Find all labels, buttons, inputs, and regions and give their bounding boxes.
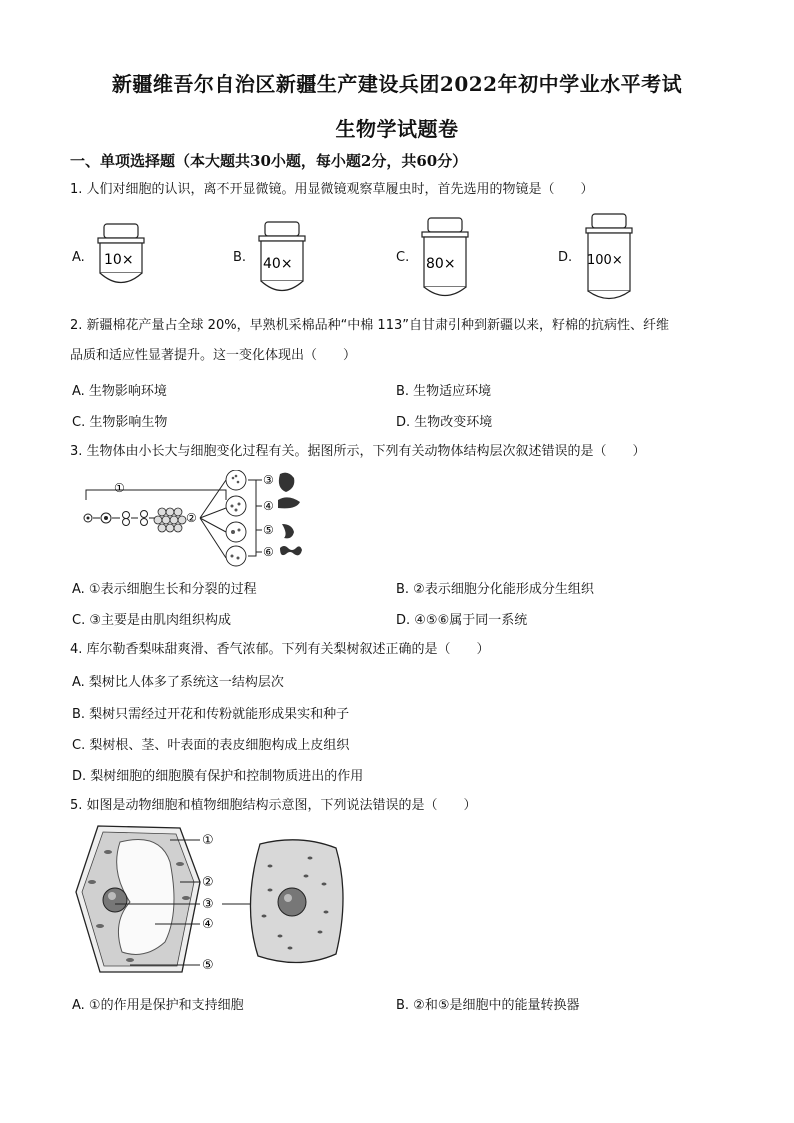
label-5: ⑤ (263, 523, 274, 537)
label-3: ③ (263, 473, 274, 487)
exam-title: 新疆维吾尔自治区新疆生产建设兵团2022年初中学业水平考试 (111, 72, 683, 96)
animal-cell-icon (240, 836, 350, 972)
section-heading: 一、单项选择题（本大题共30小题，每小题2分，共60分） (70, 152, 468, 170)
label-mito-5: ⑤ (202, 958, 214, 973)
q5-option-a: A. ①的作用是保护和支持细胞 (72, 998, 244, 1013)
objective-lens-10x-icon (92, 222, 152, 290)
q5-option-b: B. ②和⑤是细胞中的能量转换器 (396, 998, 580, 1013)
heart-icon (279, 473, 294, 492)
cell-development-diagram (76, 470, 316, 570)
stomach-icon (282, 524, 294, 538)
question-5-stem: 5. 如图是动物细胞和植物细胞结构示意图，下列说法错误的是（ ） (70, 798, 477, 813)
question-1-stem: 1. 人们对细胞的认识，离不开显微镜。用显微镜观察草履虫时，首先选用的物镜是（ ） (70, 182, 594, 197)
exam-subtitle: 生物学试题卷 (335, 117, 459, 141)
q1-option-b-mag: 40× (263, 256, 293, 272)
q4-option-b: B. 梨树只需经过开花和传粉就能形成果实和种子 (72, 707, 350, 722)
q3-option-c: C. ③主要是由肌肉组织构成 (72, 613, 231, 628)
q1-option-d-letter: D. (558, 250, 573, 265)
q2-option-d: D. 生物改变环境 (396, 415, 493, 430)
plant-nucleus (103, 888, 127, 912)
label-2: ② (186, 511, 197, 525)
objective-lens-80x-icon (416, 216, 476, 302)
label-1: ① (114, 481, 125, 495)
q3-option-d: D. ④⑤⑥属于同一系统 (396, 613, 528, 628)
label-6: ⑥ (263, 545, 274, 559)
q1-option-c-mag: 80× (426, 256, 456, 272)
question-3-stem: 3. 生物体由小长大与细胞变化过程有关。据图所示，下列有关动物体结构层次叙述错误的是（ ） (70, 444, 646, 459)
q3-option-a: A. ①表示细胞生长和分裂的过程 (72, 582, 257, 597)
q2-option-b: B. 生物适应环境 (396, 384, 492, 399)
label-nucleus-3: ③ (202, 897, 214, 912)
objective-lens-40x-icon (253, 220, 313, 298)
objective-lens-100x-icon (580, 212, 640, 306)
question-2-stem-line1: 2. 新疆棉花产量占全球 20%，早熟机采棉品种“中棉 113”自甘肃引种到新疆以来，籽棉的抗病性、纤维 (70, 318, 669, 333)
label-wall-1: ① (202, 833, 214, 848)
question-4-stem: 4. 库尔勒香梨味甜爽滑、香气浓郁。下列有关梨树叙述正确的是（ ） (70, 642, 490, 657)
q4-option-d: D. 梨树细胞的细胞膜有保护和控制物质进出的作用 (72, 769, 364, 784)
intestine-icon (280, 546, 302, 555)
q3-option-b: B. ②表示细胞分化能形成分生组织 (396, 582, 594, 597)
q1-option-c-letter: C. (396, 250, 410, 265)
label-chloroplast-2: ② (202, 875, 214, 890)
q4-option-a: A. 梨树比人体多了系统这一结构层次 (72, 675, 284, 690)
q1-option-b-letter: B. (233, 250, 247, 265)
q2-option-a: A. 生物影响环境 (72, 384, 167, 399)
q1-option-a-mag: 10× (104, 252, 134, 268)
q1-option-a-letter: A. (72, 250, 85, 265)
q1-option-d-mag: 100× (587, 253, 623, 268)
label-vacuole-4: ④ (202, 917, 214, 932)
label-4: ④ (263, 499, 274, 513)
q2-option-c: C. 生物影响生物 (72, 415, 168, 430)
q4-option-c: C. 梨树根、茎、叶表面的表皮细胞构成上皮组织 (72, 738, 350, 753)
question-2-stem-line2: 品质和适应性显著提升。这一变化体现出（ ） (70, 348, 357, 363)
liver-icon (278, 497, 300, 508)
